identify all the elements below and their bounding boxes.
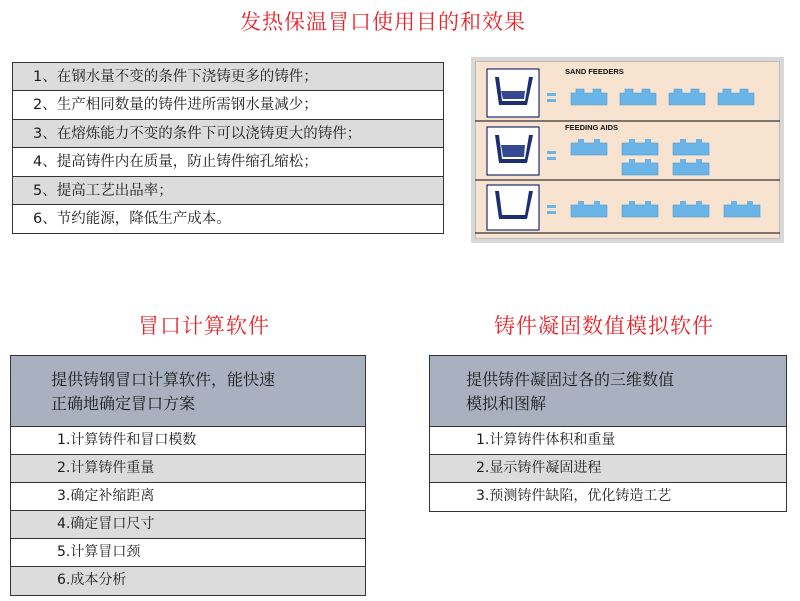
sand-feeders-label: SAND FEEDERS — [565, 67, 624, 76]
casting-shape — [673, 139, 709, 155]
riser-software-title: 冒口计算软件 — [138, 314, 270, 338]
casting-shape — [622, 159, 658, 175]
feature-item: 5.计算冒口颈 — [11, 539, 365, 567]
casting-shape — [718, 89, 754, 105]
feature-item: 3.预测铸件缺陷，优化铸造工艺 — [476, 488, 672, 504]
simulation-software-description — [430, 356, 786, 427]
main-title: 发热保温冒口使用目的和效果 — [240, 10, 526, 34]
riser-software-table — [10, 355, 366, 596]
casting-shape — [724, 201, 760, 217]
list-item: 5、提高工艺出品率； — [13, 177, 443, 205]
feature-item: 2.计算铸件重量 — [11, 455, 365, 483]
casting-shape — [673, 201, 709, 217]
description-line: 提供铸件凝固过各的三维数值 — [466, 370, 675, 389]
casting-shape — [622, 139, 658, 155]
casting-shape — [622, 201, 658, 217]
feature-item: 3.确定补缩距离 — [11, 483, 365, 511]
simulation-software-title: 铸件凝固数值模拟软件 — [494, 314, 714, 338]
feature-item: 1.计算铸件体积和重量 — [430, 427, 786, 455]
casting-shape — [571, 89, 607, 105]
feature-item: 6.成本分析 — [11, 567, 365, 595]
feeding-aids-label: FEEDING AIDS — [565, 123, 619, 132]
casting-shape — [571, 139, 607, 155]
description-line: 正确地确定冒口方案 — [51, 394, 196, 413]
description-line: 模拟和图解 — [466, 394, 547, 413]
feeder-diagram — [475, 61, 780, 239]
feeder-comparison-illustration — [471, 57, 784, 243]
list-item: 2、生产相同数量的铸件进所需钢水量减少； — [13, 91, 443, 119]
description-line: 提供铸钢冒口计算软件，能快速 — [51, 370, 276, 389]
list-item: 4、提高铸件内在质量，防止铸件缩孔缩松； — [13, 148, 443, 176]
riser-software-description — [11, 356, 365, 427]
casting-shape — [571, 201, 607, 217]
feature-item: 2.显示铸件凝固进程 — [430, 455, 786, 483]
casting-shape — [620, 89, 656, 105]
list-item: 6、节约能源，降低生产成本。 — [33, 210, 231, 227]
list-item: 1、在钢水量不变的条件下浇铸更多的铸件； — [13, 63, 443, 91]
list-item: 3、在熔炼能力不变的条件下可以浇铸更大的铸件； — [13, 120, 443, 148]
casting-shape — [669, 89, 705, 105]
simulation-software-table — [429, 355, 787, 512]
casting-shape — [673, 159, 709, 175]
purpose-list — [12, 62, 444, 234]
feature-item: 1.计算铸件和冒口模数 — [11, 427, 365, 455]
feature-item: 4.确定冒口尺寸 — [11, 511, 365, 539]
